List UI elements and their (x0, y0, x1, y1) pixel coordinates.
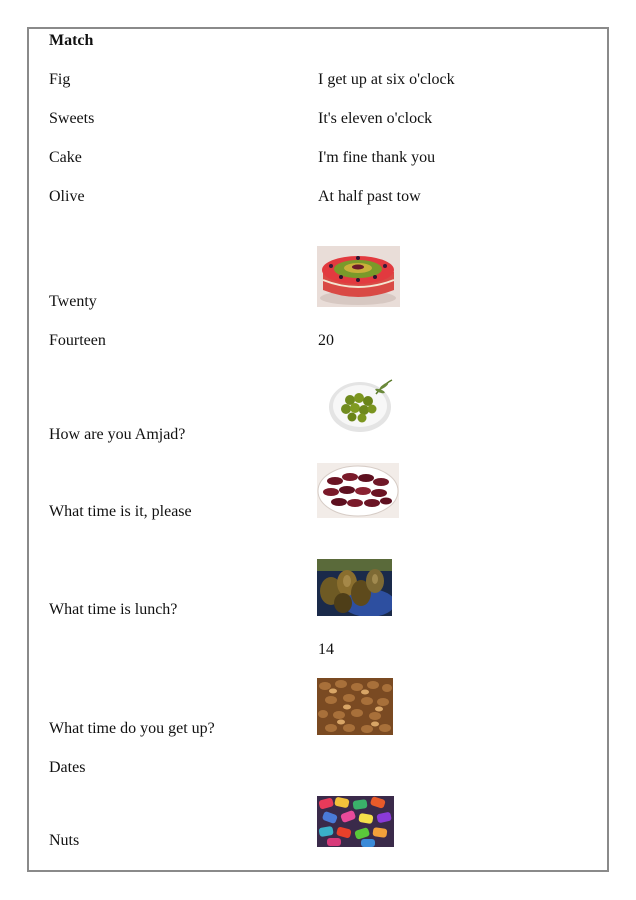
left-item-twenty: Twenty (49, 293, 97, 310)
right-item-20: 20 (318, 332, 334, 349)
nuts-photo (317, 678, 393, 735)
left-item-what-time-get-up: What time do you get up? (49, 720, 215, 737)
right-item-get-up-six: I get up at six o'clock (318, 71, 455, 88)
left-item-olive: Olive (49, 188, 85, 205)
right-item-fine: I'm fine thank you (318, 149, 436, 166)
right-item-eleven: It's eleven o'clock (318, 110, 433, 127)
right-item-14: 14 (318, 641, 334, 658)
figs-photo (317, 559, 392, 616)
left-item-nuts: Nuts (49, 832, 80, 849)
left-item-fig: Fig (49, 71, 71, 88)
left-item-how-are-you: How are you Amjad? (49, 426, 186, 443)
left-item-what-time-lunch: What time is lunch? (49, 601, 178, 618)
dates-photo (317, 463, 399, 518)
left-item-dates: Dates (49, 759, 86, 776)
worksheet-title: Match (49, 32, 94, 49)
cake-photo (317, 246, 400, 307)
left-item-cake: Cake (49, 149, 82, 166)
left-item-fourteen: Fourteen (49, 332, 106, 349)
right-item-half-past: At half past tow (318, 188, 421, 205)
left-item-sweets: Sweets (49, 110, 95, 127)
sweets-photo (317, 796, 394, 847)
left-item-what-time-is-it: What time is it, please (49, 503, 192, 520)
olives-photo (326, 374, 394, 434)
